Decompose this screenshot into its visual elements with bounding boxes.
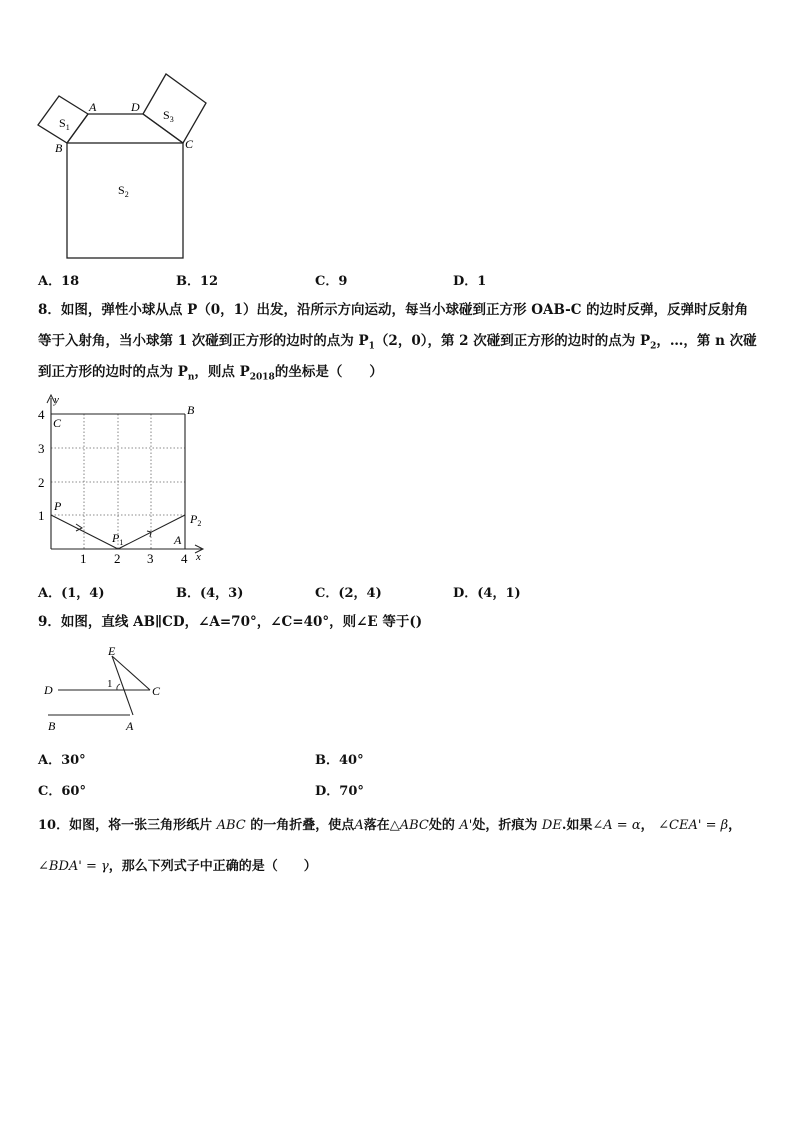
q8-option-c[interactable]: C．(2，4) [315, 586, 382, 601]
label-a: A [126, 719, 134, 733]
label-a: A [89, 100, 97, 114]
label-s3: $S_3$ [163, 108, 174, 124]
x-tick-3: 3 [147, 551, 154, 566]
q9-option-b[interactable]: B．40° [315, 753, 364, 768]
label-p1: $P_1$ [112, 531, 124, 547]
q7-option-c[interactable]: C．9 [315, 274, 348, 289]
label-c: C [152, 684, 161, 698]
label-d: D [44, 683, 53, 697]
q9-option-d[interactable]: D．70° [315, 784, 364, 799]
square-s2 [67, 143, 183, 258]
q8-option-b[interactable]: B．(4，3) [176, 586, 244, 601]
y-tick-2: 2 [38, 475, 45, 490]
q8-line3: 到正方形的边时的点为 $P_n$，则点 $P_{2018}$的坐标是（ ） [38, 364, 383, 383]
angle-1-arc [117, 684, 120, 690]
label-b: B [187, 403, 195, 417]
label-s1: $S_1$ [59, 116, 70, 132]
label-a: A [174, 533, 182, 547]
q9-figure [40, 642, 180, 737]
x-tick-4: 4 [181, 551, 188, 566]
x-tick-1: 1 [80, 551, 87, 566]
q9-option-c[interactable]: C．60° [38, 784, 86, 799]
q8-line1: 8．如图，弹性小球从点 P（0，1）出发，沿所示方向运动，每当小球碰到正方形 OAB-C 的边时反弹，反弹时反射角 [38, 302, 749, 318]
q8-graph [30, 392, 215, 567]
label-p2: $P_2$ [190, 512, 202, 528]
q8-option-d[interactable]: D．(4，1) [453, 586, 521, 601]
x-tick-2: 2 [114, 551, 121, 566]
label-b: B [55, 141, 63, 155]
q10-line1: 10．如图，将一张三角形纸片 ABC 的一角折叠，使点A落在△ABC处的 A'处，折痕为 DE.如果∠A = α， ∠CEA' = β， [38, 818, 742, 833]
label-b: B [48, 719, 56, 733]
q10-line2: ∠BDA' = γ，那么下列式子中正确的是（ ） [38, 859, 317, 874]
label-c: C [185, 137, 194, 151]
label-p: P [54, 499, 62, 513]
q9-text: 9．如图，直线 AB∥CD，∠A=70°，∠C=40°，则∠E 等于() [38, 614, 423, 630]
q7-option-a[interactable]: A．18 [38, 274, 80, 289]
q7-option-b[interactable]: B．12 [176, 274, 219, 289]
label-e: E [108, 644, 116, 658]
q7-option-d[interactable]: D．1 [453, 274, 487, 289]
label-d: D [131, 100, 140, 114]
axis-label-y: y [54, 394, 59, 406]
q8-option-a[interactable]: A．(1，4) [38, 586, 105, 601]
axis-label-x: x [196, 551, 201, 563]
square-s3 [143, 74, 206, 143]
q9-option-a[interactable]: A．30° [38, 753, 86, 768]
q8-line2: 等于入射角，当小球第 1 次碰到正方形的边时的点为 $P_1(2$，0），第 2 次碰到正方形的边时的点为 $P_2$，…，第 n 次碰 [38, 333, 757, 352]
y-tick-4: 4 [38, 407, 45, 422]
label-c: C [53, 416, 62, 430]
q7-figure [30, 70, 230, 265]
label-s2: $S_2$ [118, 183, 129, 199]
grid-lines [51, 414, 185, 549]
y-tick-3: 3 [38, 441, 45, 456]
y-tick-1: 1 [38, 508, 45, 523]
label-angle-1: 1 [107, 678, 113, 690]
